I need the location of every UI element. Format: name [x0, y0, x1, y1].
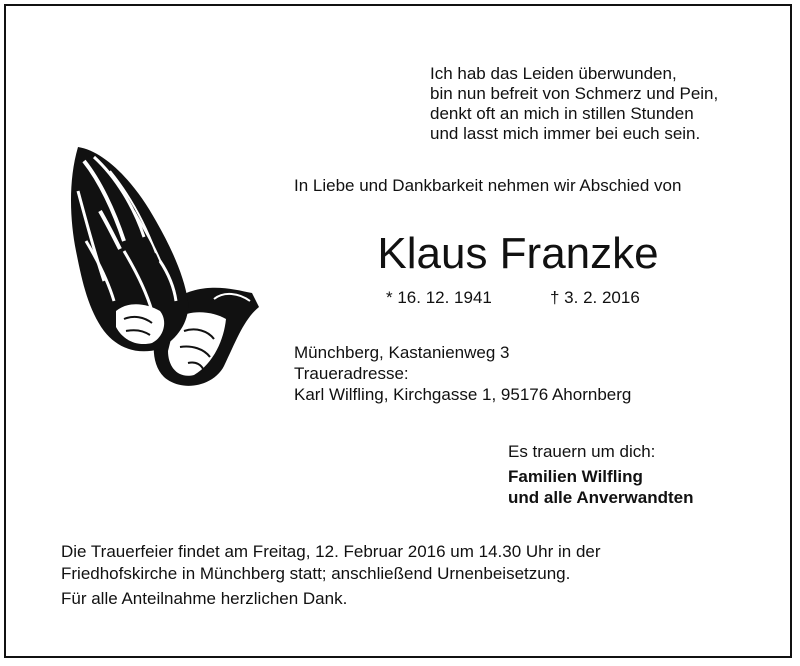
residence-address: Münchberg, Kastanienweg 3 [294, 343, 510, 362]
poem-line: denkt oft an mich in stillen Stunden [430, 104, 694, 123]
mourners-relatives: und alle Anverwandten [508, 488, 694, 507]
poem-line: bin nun befreit von Schmerz und Pein, [430, 84, 719, 103]
mourning-address-label: Traueradresse: [294, 364, 409, 383]
mourners-block [508, 441, 693, 508]
poem [430, 64, 718, 144]
deceased-name: Klaus Franzke [377, 229, 659, 278]
obituary-notice [4, 4, 792, 658]
mourners-family: Familien Wilfling [508, 467, 643, 486]
praying-hands-icon [64, 141, 264, 396]
death-date: † 3. 2. 2016 [550, 288, 640, 307]
birth-date: * 16. 12. 1941 [386, 288, 492, 307]
service-info [61, 541, 601, 610]
mourning-address: Karl Wilfling, Kirchgasse 1, 95176 Ahornberg [294, 385, 632, 404]
address-block [294, 342, 631, 405]
poem-line: und lasst mich immer bei euch sein. [430, 124, 701, 143]
service-line: Die Trauerfeier findet am Freitag, 12. Februar 2016 um 14.30 Uhr in der [61, 542, 601, 561]
farewell-intro: In Liebe und Dankbarkeit nehmen wir Abschied von [294, 176, 682, 195]
thanks-line: Für alle Anteilnahme herzlichen Dank. [61, 589, 348, 608]
service-line: Friedhofskirche in Münchberg statt; anschließend Urnenbeisetzung. [61, 564, 571, 583]
poem-line: Ich hab das Leiden überwunden, [430, 64, 677, 83]
mourners-label: Es trauern um dich: [508, 442, 656, 461]
